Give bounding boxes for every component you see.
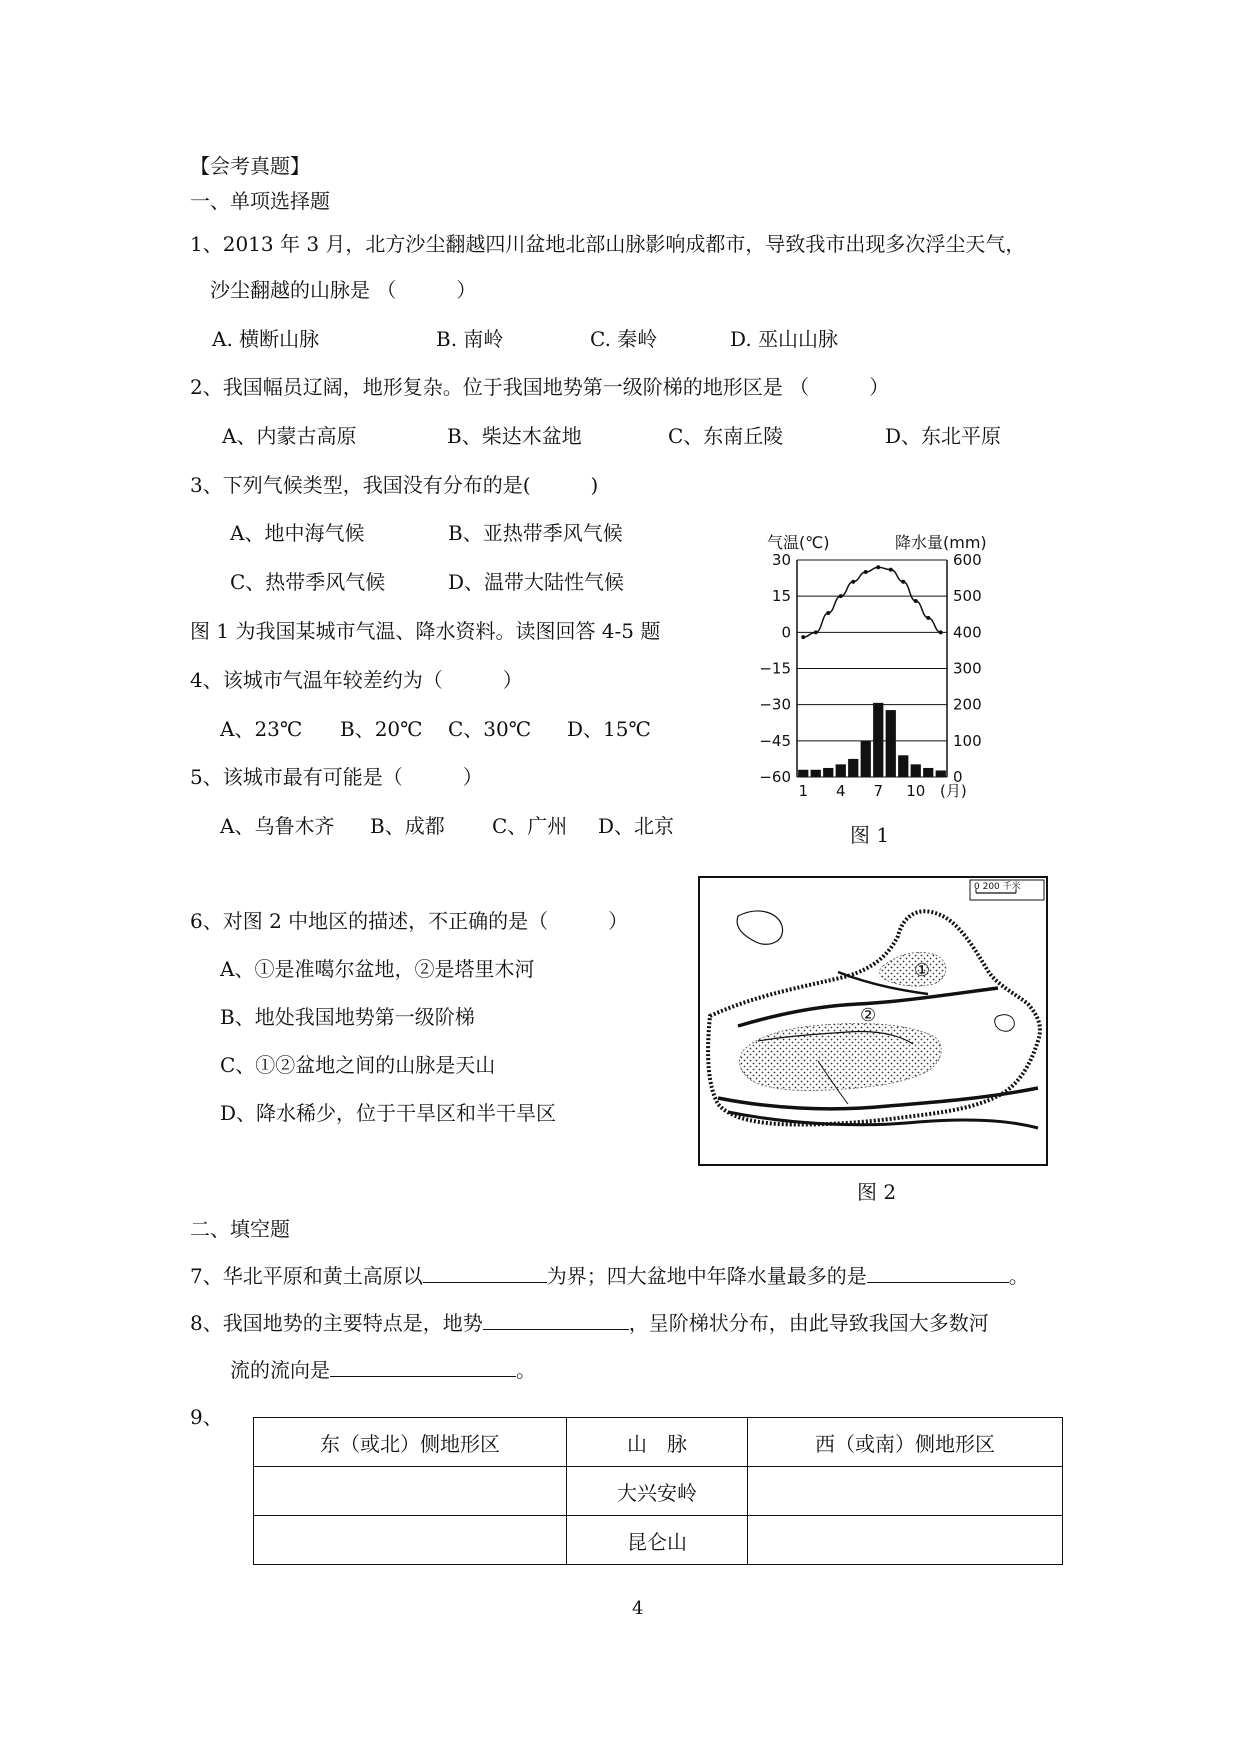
- q7-text-3: 。: [1008, 1264, 1029, 1288]
- temperature-point: [889, 568, 893, 572]
- q2-stem: 2、我国幅员辽阔，地形复杂。位于我国地势第一级阶梯的地形区是 （ ）: [190, 375, 890, 399]
- precipitation-bar: [798, 770, 808, 777]
- month-tick-label: 10: [906, 782, 926, 800]
- precipitation-bar: [823, 768, 833, 777]
- q8-stem-line1: [190, 1309, 989, 1336]
- q1-stem-line2: 沙尘翻越的山脉是 （ ）: [210, 278, 477, 302]
- month-tick-label: 7: [873, 782, 884, 800]
- q3-option-a: A、地中海气候: [230, 521, 365, 545]
- q9-label: 9、: [190, 1405, 223, 1429]
- q5-option-c: C、广州: [492, 814, 568, 838]
- temperature-tick-label: −15: [759, 659, 791, 678]
- temperature-point: [851, 580, 855, 584]
- temperature-points: [801, 565, 943, 639]
- table-header-row: [254, 1418, 1063, 1467]
- q2-option-d: D、东北平原: [885, 424, 1002, 448]
- q5-option-a: A、乌鲁木齐: [220, 814, 335, 838]
- q6-option-b: B、地处我国地势第一级阶梯: [220, 1005, 475, 1029]
- q8-blank-2[interactable]: [330, 1356, 516, 1377]
- q7-stem: [190, 1262, 1029, 1289]
- temperature-point: [876, 565, 880, 569]
- q3-option-b: B、亚热带季风气候: [448, 521, 623, 545]
- q2-option-c: C、东南丘陵: [668, 424, 784, 448]
- temperature-point: [901, 580, 905, 584]
- q1-option-b: B. 南岭: [436, 327, 504, 351]
- table-cell-answer[interactable]: [254, 1516, 567, 1565]
- q2-option-b: B、柴达木盆地: [447, 424, 582, 448]
- q5-stem: 5、该城市最有可能是（ ）: [190, 765, 483, 789]
- month-tick-labels: [798, 782, 925, 800]
- q7-blank-2[interactable]: [867, 1262, 1009, 1283]
- q4-option-d: D、15℃: [567, 717, 651, 741]
- temperature-point: [864, 570, 868, 574]
- q8-text-2: ，呈阶梯状分布，由此导致我国大多数河: [628, 1311, 989, 1335]
- temperature-point: [801, 635, 805, 639]
- figure1-caption: 图 1: [850, 823, 890, 847]
- temperature-axis-label: 气温(℃): [767, 533, 830, 552]
- q6-option-a: A、①是准噶尔盆地，②是塔里木河: [220, 957, 535, 981]
- precipitation-axis-label: 降水量(mm): [895, 533, 987, 552]
- temperature-point: [814, 630, 818, 634]
- q6-option-d: D、降水稀少，位于干旱区和半干旱区: [220, 1101, 557, 1125]
- precipitation-bar: [861, 741, 871, 777]
- climate-chart: [745, 525, 1010, 815]
- temperature-curve: [803, 567, 941, 637]
- q4-option-c: C、30℃: [448, 717, 532, 741]
- precipitation-tick-label: 500: [953, 587, 982, 606]
- precipitation-bar: [873, 703, 883, 777]
- table-row: [254, 1516, 1063, 1565]
- temperature-tick-label: 0: [781, 623, 791, 642]
- precipitation-bar: [923, 768, 933, 777]
- precipitation-bar: [811, 770, 821, 777]
- precipitation-tick-label: 400: [953, 623, 982, 642]
- temperature-point: [826, 611, 830, 615]
- q8-text-1: 8、我国地势的主要特点是，地势: [190, 1311, 483, 1335]
- precipitation-tick-label: 100: [953, 731, 982, 750]
- q5-option-b: B、成都: [370, 814, 445, 838]
- q9-table: [253, 1417, 1063, 1565]
- map-scale-label: 0 200 千米: [974, 882, 1021, 892]
- precipitation-bar: [886, 710, 896, 777]
- q1-option-d: D. 巫山山脉: [730, 327, 839, 351]
- temperature-tick-label: −60: [759, 768, 791, 786]
- precipitation-bars: [798, 703, 946, 777]
- q7-text-2: 为界；四大盆地中年降水量最多的是: [546, 1264, 867, 1288]
- figure1-intro: 图 1 为我国某城市气温、降水资料。读图回答 4-5 题: [190, 619, 661, 643]
- temperature-tick-label: −45: [759, 731, 791, 750]
- q3-option-c: C、热带季风气候: [230, 570, 386, 594]
- temperature-tick-labels: [759, 551, 791, 786]
- table-header-cell: 东（或北）侧地形区: [254, 1418, 567, 1467]
- q4-option-a: A、23℃: [220, 717, 303, 741]
- q1-option-a: A. 横断山脉: [212, 327, 320, 351]
- temperature-point: [939, 630, 943, 634]
- q3-option-d: D、温带大陆性气候: [448, 570, 625, 594]
- q8-text-3: 流的流向是: [230, 1358, 330, 1382]
- temperature-point: [926, 616, 930, 620]
- q6-stem: 6、对图 2 中地区的描述，不正确的是（ ）: [190, 909, 629, 933]
- table-cell-answer[interactable]: [748, 1516, 1063, 1565]
- precipitation-bar: [848, 759, 858, 777]
- precipitation-bar: [898, 755, 908, 777]
- precipitation-tick-label: 200: [953, 695, 982, 714]
- month-unit-label: (月): [940, 782, 967, 800]
- exam-title: 【会考真题】: [190, 154, 310, 178]
- section-fill-in: 二、填空题: [190, 1217, 290, 1241]
- precipitation-tick-labels: [953, 551, 982, 786]
- xinjiang-map: [698, 876, 1048, 1166]
- chart-grid: [797, 560, 947, 777]
- table-cell-mountain: 昆仑山: [567, 1516, 748, 1565]
- q6-option-c: C、①②盆地之间的山脉是天山: [220, 1053, 496, 1077]
- map-scale-bar: [970, 880, 1044, 900]
- q8-blank-1[interactable]: [483, 1309, 629, 1330]
- q5-option-d: D、北京: [598, 814, 675, 838]
- table-cell-answer[interactable]: [254, 1467, 567, 1516]
- temperature-point: [839, 594, 843, 598]
- q7-blank-1[interactable]: [423, 1262, 547, 1283]
- precipitation-tick-label: 600: [953, 551, 982, 569]
- section-single-choice: 一、单项选择题: [190, 189, 330, 213]
- precipitation-tick-label: 300: [953, 659, 982, 678]
- precipitation-bar: [836, 764, 846, 777]
- table-cell-mountain: 大兴安岭: [567, 1467, 748, 1516]
- q2-option-a: A、内蒙古高原: [222, 424, 357, 448]
- figure2-caption: 图 2: [857, 1180, 897, 1204]
- precipitation-tick-label: 0: [953, 768, 963, 786]
- table-header-cell: 山 脉: [567, 1418, 748, 1467]
- q3-stem: 3、下列气候类型，我国没有分布的是( ): [190, 473, 599, 497]
- table-row: [254, 1467, 1063, 1516]
- q4-option-b: B、20℃: [340, 717, 423, 741]
- temperature-tick-label: 15: [771, 587, 791, 606]
- temperature-tick-label: −30: [759, 695, 791, 714]
- q8-text-4: 。: [516, 1358, 536, 1382]
- precipitation-bar: [911, 764, 921, 777]
- month-tick-label: 1: [798, 782, 809, 800]
- q1-stem-line1: 1、2013 年 3 月，北方沙尘翻越四川盆地北部山脉影响成都市，导致我市出现多次浮尘天气，: [190, 232, 1026, 256]
- table-cell-answer[interactable]: [748, 1467, 1063, 1516]
- table-header-cell: 西（或南）侧地形区: [748, 1418, 1063, 1467]
- q1-option-c: C. 秦岭: [590, 327, 658, 351]
- map-marker-2: ②: [860, 1005, 877, 1026]
- q7-text-1: 7、华北平原和黄土高原以: [190, 1264, 423, 1288]
- precipitation-bar: [936, 770, 946, 777]
- temperature-point: [914, 599, 918, 603]
- month-tick-label: 4: [835, 782, 846, 800]
- page-number: 4: [632, 1598, 644, 1619]
- q8-stem-line2: [230, 1356, 536, 1383]
- q4-stem: 4、该城市气温年较差约为（ ）: [190, 668, 523, 692]
- map-marker-1: ①: [914, 960, 931, 981]
- temperature-tick-label: 30: [771, 551, 791, 569]
